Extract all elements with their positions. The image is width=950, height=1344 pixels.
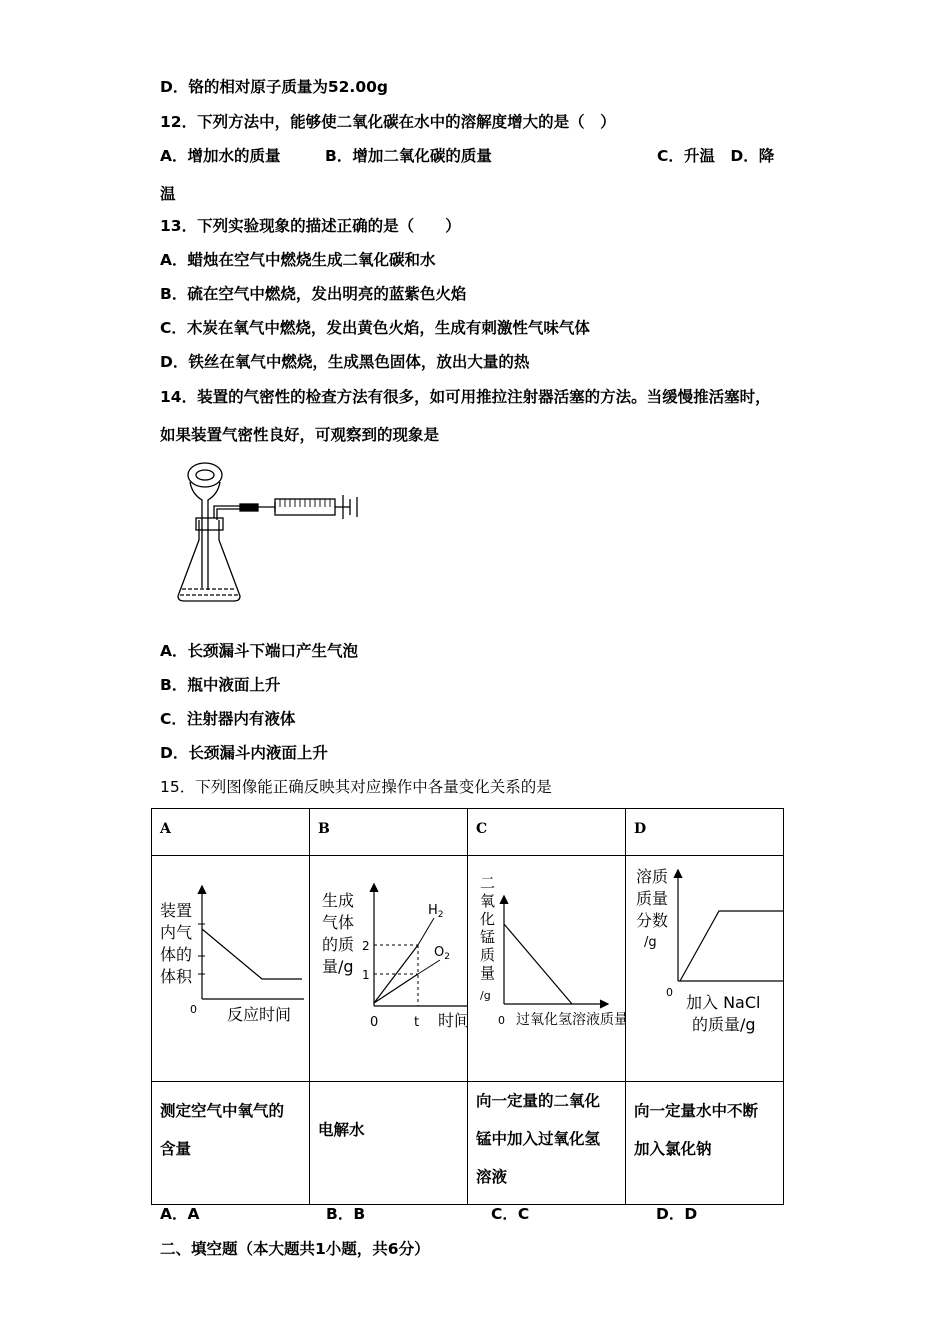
q12-option-b: B．增加二氧化碳的质量 [325,147,492,165]
graph-c-origin: 0 [498,1014,505,1027]
graph-a [152,856,309,1077]
graph-b-ytick-1: 1 [362,968,370,982]
q14-option-a: A．长颈漏斗下端口产生气泡 [160,642,358,660]
graph-a-ylabel: 装置 [160,901,193,920]
q14-option-d: D．长颈漏斗内液面上升 [160,744,328,762]
svg-text:体积: 体积 [160,967,193,986]
graph-c [468,856,625,1077]
q15-stem: 15．下列图像能正确反映其对应操作中各量变化关系的是 [160,778,552,796]
desc-b: 电解水 [310,1082,468,1205]
q15-option-b: B．B [326,1205,366,1223]
header-a: A [152,809,310,856]
graph-a-cell [152,856,310,1082]
q15-option-c: C．C [491,1205,530,1223]
header-d: D [626,809,784,856]
header-c: C [468,809,626,856]
q12-option-a: A．增加水的质量 [160,147,281,165]
svg-text:体的: 体的 [160,945,193,964]
graph-b-h2-label: $H_2$ [428,903,444,920]
svg-text:的质: 的质 [322,935,355,954]
q15-table [151,808,784,1205]
desc-a: 测定空气中氧气的 含量 [152,1082,310,1205]
svg-text:氧: 氧 [480,892,496,910]
q13-option-d: D．铁丝在氧气中燃烧，生成黑色固体，放出大量的热 [160,353,530,371]
q14-stem: 14．装置的气密性的检查方法有很多，如可用推拉注射器活塞的方法。当缓慢推活塞时， [160,388,771,406]
graph-b-ytick-2: 2 [362,939,370,953]
graph-d-line [680,911,783,981]
q13-stem: 13．下列实验现象的描述正确的是（ ） [160,217,461,235]
graph-a-line [202,929,302,979]
q12-option-cd: C．升温 D．降 [657,147,775,165]
graph-b [310,856,467,1077]
svg-text:质: 质 [480,946,496,964]
q14-option-c: C．注射器内有液体 [160,710,296,728]
apparatus-figure [170,458,370,608]
svg-text:化: 化 [480,910,496,928]
graph-b-ylabel: 生成 [322,891,355,910]
svg-text:的质量/g: 的质量/g [692,1015,756,1034]
q15-option-a: A．A [160,1205,200,1223]
graph-a-xlabel: 反应时间 [227,1005,292,1024]
q13-option-a: A．蜡烛在空气中燃烧生成二氧化碳和水 [160,251,436,269]
graph-b-origin: 0 [370,1015,379,1030]
graph-d [626,856,783,1077]
section-2-heading: 二、填空题（本大题共1小题，共6分） [160,1240,430,1258]
q12-stem: 12．下列方法中，能够使二氧化碳在水中的溶解度增大的是（ ） [160,113,616,131]
svg-text:/g: /g [480,989,491,1002]
svg-text:质量: 质量 [636,889,669,908]
graph-b-xlabel: 时间 [438,1011,467,1030]
desc-c: 向一定量的二氧化 锰中加入过氧化氢 溶液 [468,1082,626,1205]
q15-option-d: D．D [656,1205,698,1223]
graph-b-xtick-t: t [414,1015,420,1030]
q14-option-b: B．瓶中液面上升 [160,676,281,694]
q11-option-d: D．铬的相对原子质量为52.00g [160,78,388,96]
svg-text:/g: /g [644,935,657,950]
svg-text:量/g: 量/g [322,957,354,976]
desc-d: 向一定量水中不断 加入氯化钠 [626,1082,784,1205]
svg-text:锰: 锰 [480,928,496,946]
graph-b-cell [310,856,468,1082]
graph-d-xlabel: 加入 NaCl [686,993,761,1012]
graph-b-o2-line [374,974,418,1003]
q12-option-wrap: 温 [160,185,176,203]
graph-d-cell [626,856,784,1082]
graph-d-ylabel: 溶质 [636,867,669,886]
svg-text:气体: 气体 [322,913,355,932]
q14-stem-continued: 如果装置气密性良好，可观察到的现象是 [160,426,440,444]
svg-text:内气: 内气 [160,923,193,942]
graph-c-ylabel: 二 [480,874,496,892]
q13-option-c: C．木炭在氧气中燃烧，发出黄色火焰，生成有刺激性气味气体 [160,319,590,337]
graph-a-origin: 0 [190,1003,197,1016]
header-b: B [310,809,468,856]
graph-c-xlabel: 过氧化氢溶液质量 [516,1012,625,1028]
graph-d-origin: 0 [666,986,673,999]
graph-c-line [504,924,572,1004]
graph-c-cell [468,856,626,1082]
svg-text:量: 量 [480,964,496,982]
q13-option-b: B．硫在空气中燃烧，发出明亮的蓝紫色火焰 [160,285,467,303]
svg-text:分数: 分数 [636,911,669,930]
graph-b-o2-label: $O_2$ [434,945,450,962]
